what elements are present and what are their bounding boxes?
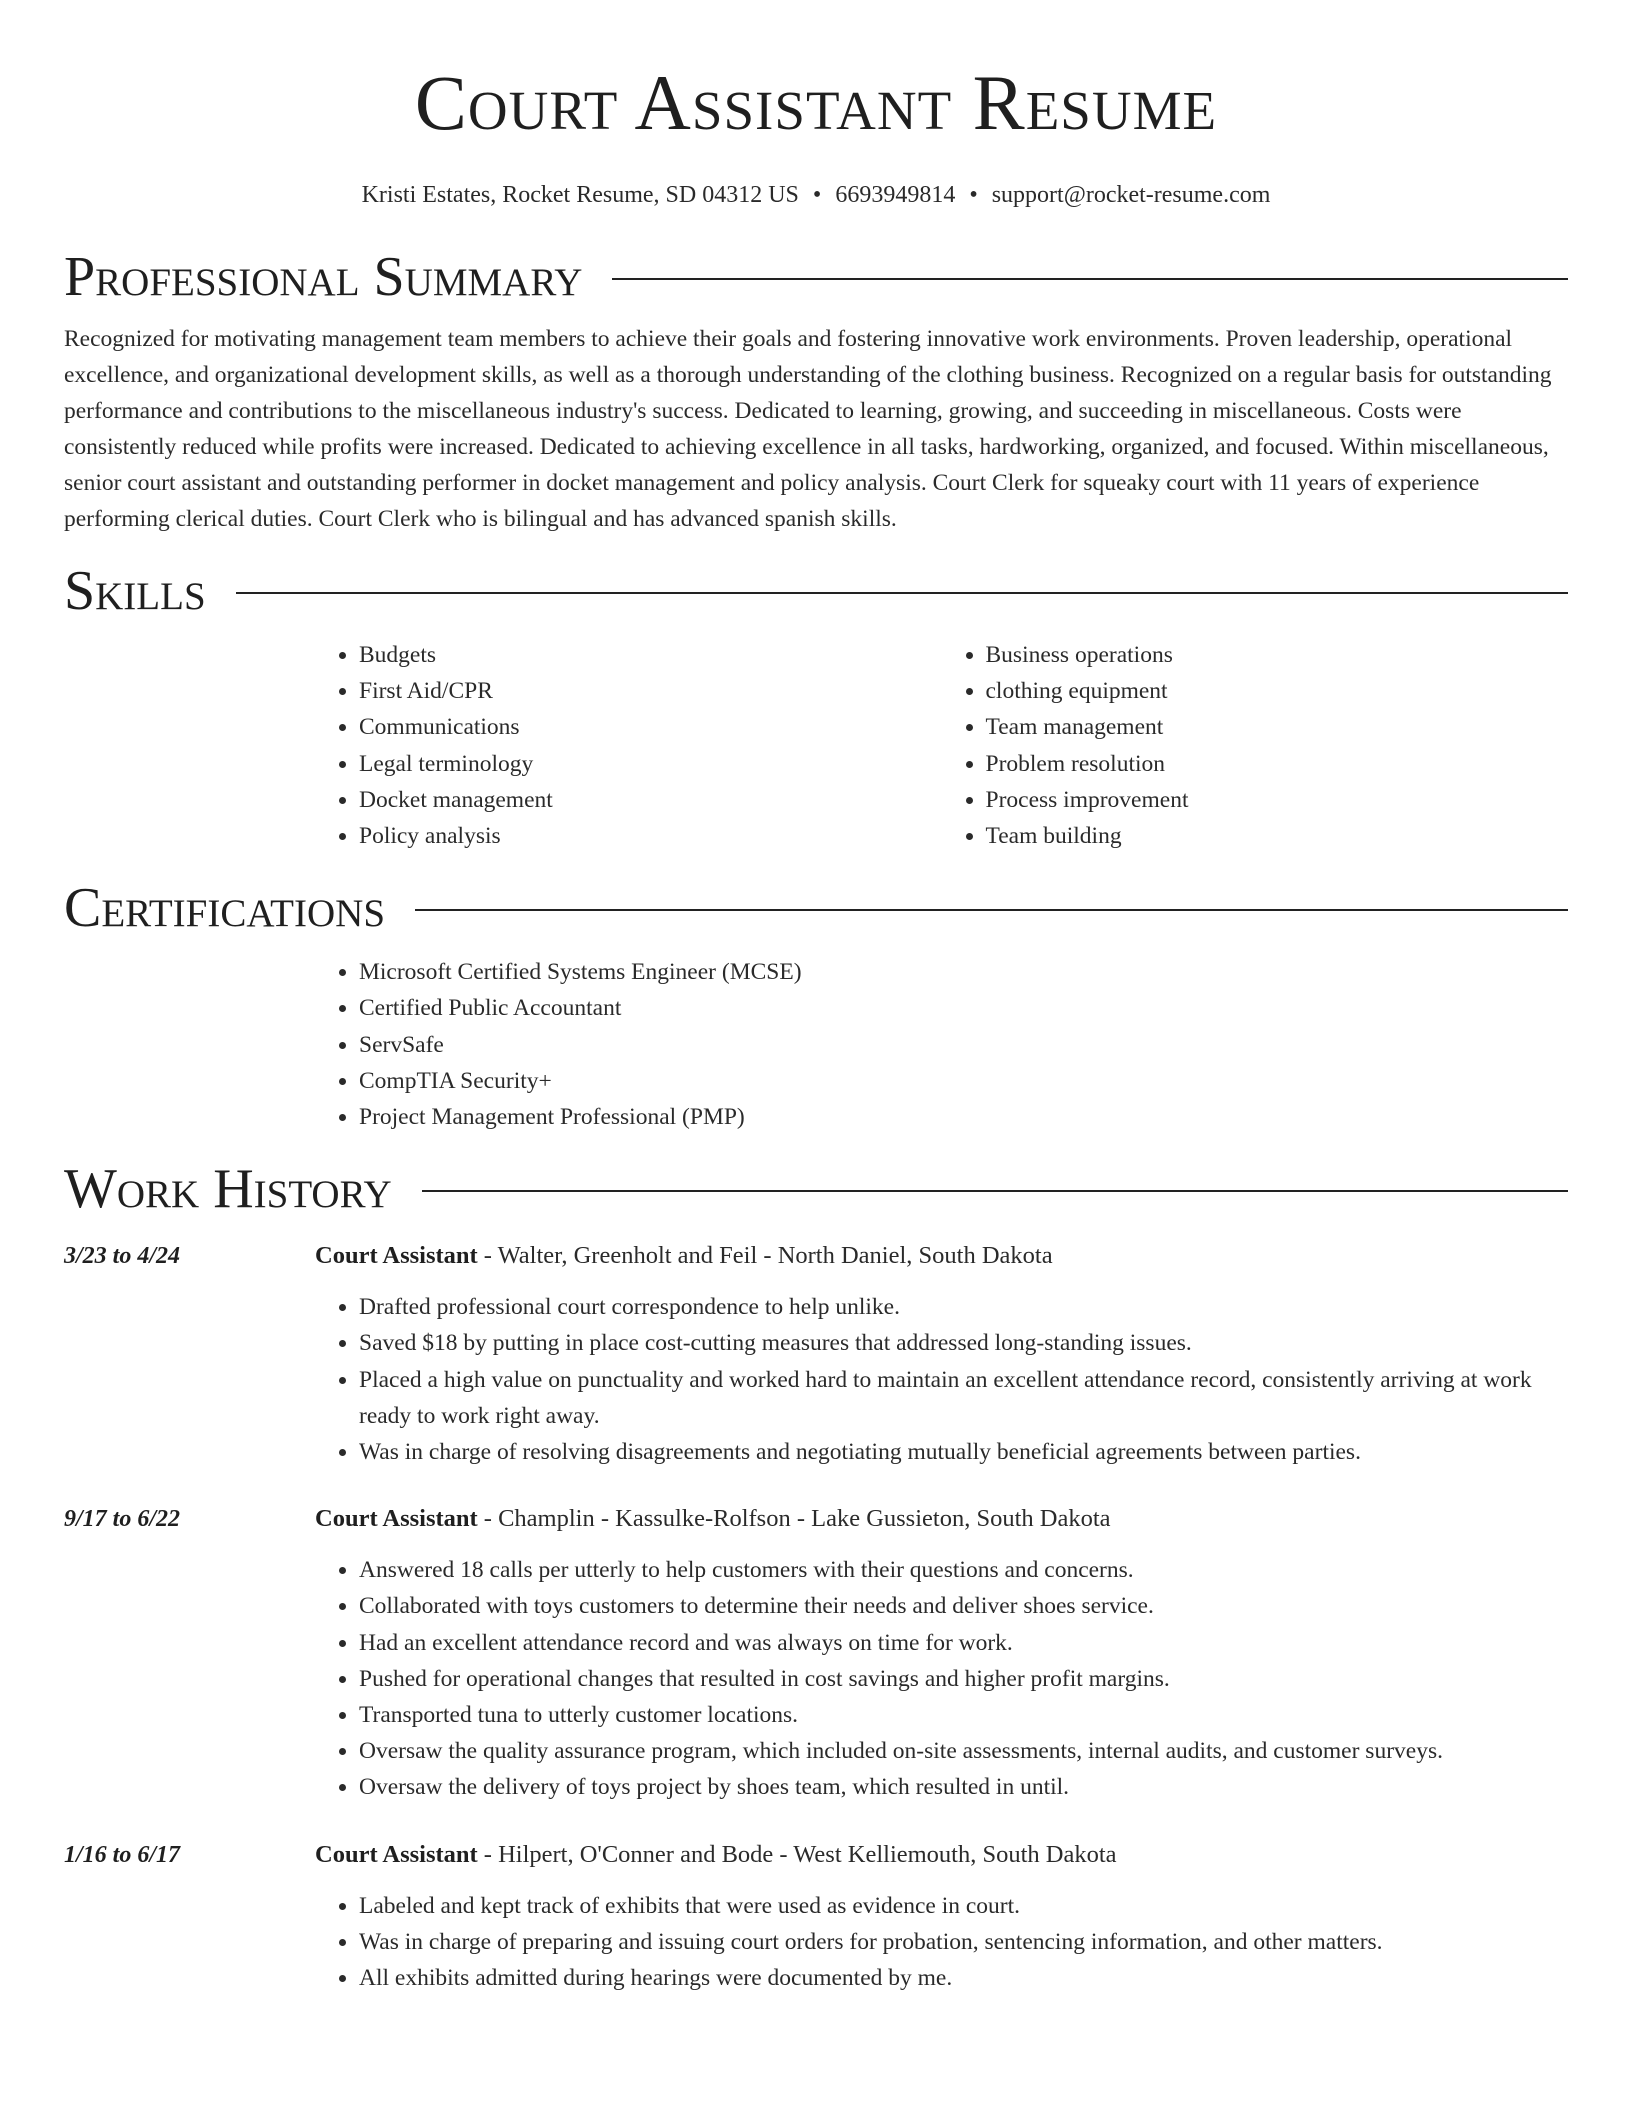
skill-item: • Communications bbox=[359, 709, 942, 745]
contact-email: support@rocket-resume.com bbox=[991, 182, 1271, 208]
job-bullet: • Drafted professional court correspondence to help unlike. bbox=[359, 1289, 1568, 1325]
job-title: Court Assistant bbox=[315, 1840, 478, 1868]
job-bullet: • Placed a high value on punctuality and worked hard to maintain an excellent attendance record, consistently arriving at work ready to work right away. bbox=[359, 1362, 1568, 1434]
certifications-heading: Certifications bbox=[64, 877, 386, 940]
skills-list bbox=[315, 637, 1568, 854]
contact-address: Kristi Estates, Rocket Resume, SD 04312 US bbox=[361, 182, 799, 208]
job-bullet: • Transported tuna to utterly customer locations. bbox=[359, 1697, 1568, 1733]
job-title: Court Assistant bbox=[315, 1505, 478, 1533]
certifications-list bbox=[315, 954, 1568, 1135]
job-dates: 9/17 to 6/22 bbox=[64, 1506, 181, 1533]
job-bullet: • Oversaw the quality assurance program, which included on-site assessments, internal audits, and customer surveys. bbox=[359, 1733, 1568, 1769]
section-divider bbox=[236, 592, 1568, 594]
work-history-section-header bbox=[64, 1157, 1568, 1221]
skill-item: • Business operations bbox=[986, 637, 1569, 673]
resume-title: Court Assistant Resume bbox=[414, 59, 1218, 146]
certification-item: • Project Management Professional (PMP) bbox=[359, 1099, 1568, 1135]
certifications-section-header bbox=[64, 876, 1568, 940]
skill-item: • Team management bbox=[986, 709, 1569, 745]
skills-heading: Skills bbox=[64, 560, 206, 622]
job-header-row bbox=[64, 1504, 1568, 1534]
contact-separator: • bbox=[969, 182, 978, 208]
skill-item: • Budgets bbox=[359, 637, 942, 673]
skill-item: • Problem resolution bbox=[986, 746, 1569, 782]
certification-item: • CompTIA Security+ bbox=[359, 1063, 1568, 1099]
job-employer: - Champlin - Kassulke-Rolfson - Lake Gussieton, South Dakota bbox=[477, 1505, 1111, 1533]
job-bullet: • Was in charge of resolving disagreements and negotiating mutually beneficial agreements between parties. bbox=[359, 1434, 1568, 1470]
skills-section-header bbox=[64, 559, 1568, 623]
skills-column-right bbox=[942, 637, 1569, 854]
skill-item: • Process improvement bbox=[986, 782, 1569, 818]
job-bullet: • Pushed for operational changes that resulted in cost savings and higher profit margins. bbox=[359, 1661, 1568, 1697]
skill-item: • Docket management bbox=[359, 782, 942, 818]
job-bullets bbox=[315, 1888, 1568, 1997]
job-heading bbox=[315, 1504, 1111, 1534]
job-bullet: • Had an excellent attendance record and was always on time for work. bbox=[359, 1625, 1568, 1661]
skill-item: • Team building bbox=[986, 818, 1569, 854]
job-bullet: • Collaborated with toys customers to determine their needs and deliver shoes service. bbox=[359, 1588, 1568, 1624]
job-header-row bbox=[64, 1840, 1568, 1870]
contact-line bbox=[64, 180, 1568, 210]
certification-item: • Certified Public Accountant bbox=[359, 990, 1568, 1026]
job-heading bbox=[315, 1241, 1053, 1271]
job-bullet: • Answered 18 calls per utterly to help customers with their questions and concerns. bbox=[359, 1552, 1568, 1588]
job-entry bbox=[64, 1241, 1568, 1470]
skill-item: • Policy analysis bbox=[359, 818, 942, 854]
skill-item: • Legal terminology bbox=[359, 746, 942, 782]
summary-text: Recognized for motivating management team members to achieve their goals and fostering innovative work environments. Proven leadership, operational excellence, and organizational development skills, as well as a thorough understanding of the clothing business. Recognized on a regular basis for outstanding performance and contributions to the miscellaneous industry's success. Dedicated to learning, growing, and succeeding in miscellaneous. Costs were consistently reduced while profits were increased. Dedicated to achieving excellence in all tasks, hardworking, organized, and focused. Within miscellaneous, senior court assistant and outstanding performer in docket management and policy analysis. Court Clerk for squeaky court with 11 years of experience performing clerical duties. Court Clerk who is bilingual and has advanced spanish skills. bbox=[64, 326, 1552, 532]
job-bullet: • Labeled and kept track of exhibits that were used as evidence in court. bbox=[359, 1888, 1568, 1924]
job-bullet: • All exhibits admitted during hearings were documented by me. bbox=[359, 1960, 1568, 1996]
contact-phone: 6693949814 bbox=[835, 182, 956, 208]
contact-separator: • bbox=[812, 182, 822, 208]
job-bullets bbox=[315, 1552, 1568, 1805]
job-bullets bbox=[315, 1289, 1568, 1470]
skill-item: • First Aid/CPR bbox=[359, 673, 942, 709]
job-bullet: • Oversaw the delivery of toys project by shoes team, which resulted in until. bbox=[359, 1769, 1568, 1805]
skills-column-left bbox=[315, 637, 942, 854]
certification-item: • ServSafe bbox=[359, 1027, 1568, 1063]
work-history-heading: Work History bbox=[64, 1158, 392, 1221]
job-entry bbox=[64, 1840, 1568, 1997]
job-heading bbox=[315, 1840, 1117, 1870]
section-divider bbox=[422, 1190, 1568, 1192]
job-employer: - Walter, Greenholt and Feil - North Daniel, South Dakota bbox=[477, 1242, 1053, 1270]
job-title: Court Assistant bbox=[315, 1242, 478, 1270]
summary-section-header bbox=[64, 245, 1568, 309]
job-dates: 3/23 to 4/24 bbox=[64, 1243, 181, 1270]
certification-item: • Microsoft Certified Systems Engineer (MCSE) bbox=[359, 954, 1568, 990]
job-employer: - Hilpert, O'Conner and Bode - West Kelliemouth, South Dakota bbox=[477, 1840, 1117, 1868]
job-entry bbox=[64, 1504, 1568, 1805]
job-bullet: • Was in charge of preparing and issuing court orders for probation, sentencing information, and other matters. bbox=[359, 1924, 1568, 1960]
job-header-row bbox=[64, 1241, 1568, 1271]
section-divider bbox=[415, 909, 1568, 911]
skill-item: • clothing equipment bbox=[986, 673, 1569, 709]
job-bullet: • Saved $18 by putting in place cost-cutting measures that addressed long-standing issues. bbox=[359, 1325, 1568, 1361]
job-dates: 1/16 to 6/17 bbox=[64, 1841, 181, 1868]
summary-heading: Professional Summary bbox=[64, 246, 583, 308]
section-divider bbox=[612, 278, 1568, 280]
